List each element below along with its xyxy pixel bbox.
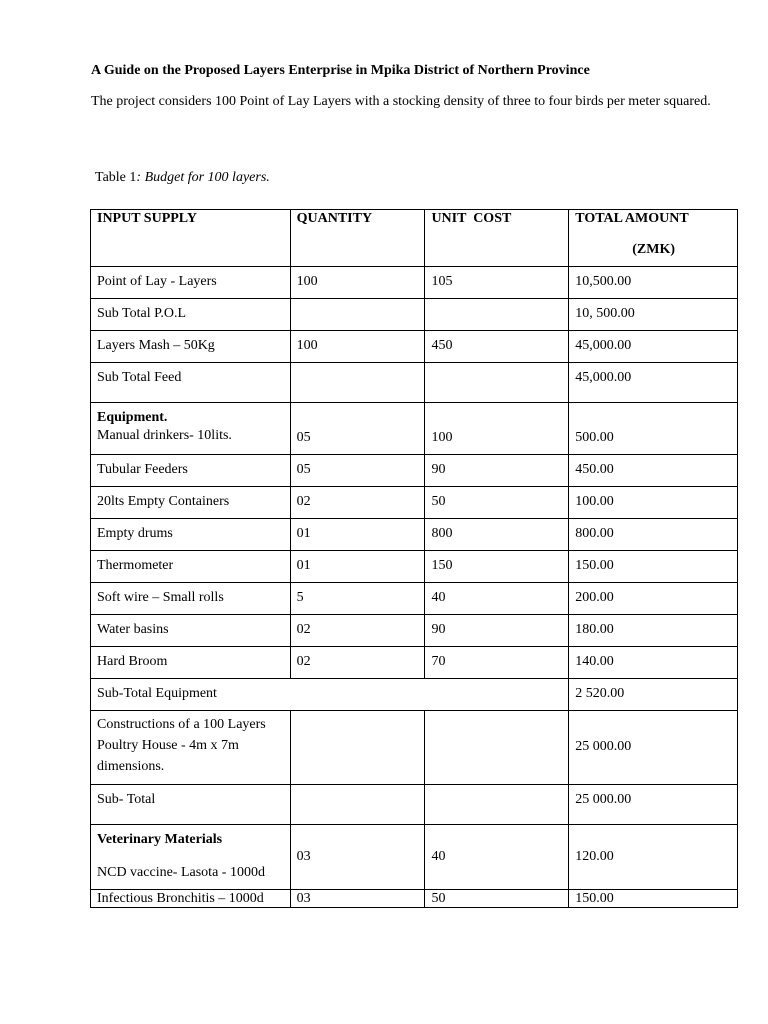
quantity-cell: 03 — [290, 825, 425, 890]
total-cell: 45,000.00 — [569, 331, 738, 363]
header-quantity: QUANTITY — [290, 210, 425, 267]
unit-cost-cell: 50 — [425, 890, 569, 908]
total-cell: 140.00 — [569, 647, 738, 679]
item-cell: Layers Mash – 50Kg — [91, 331, 291, 363]
budget-table — [90, 209, 738, 908]
quantity-cell: 03 — [290, 890, 425, 908]
document-heading: A Guide on the Proposed Layers Enterprise in Mpika District of Northern Province — [91, 63, 590, 78]
table-row — [91, 519, 738, 551]
total-cell: 150.00 — [569, 551, 738, 583]
item-cell: Equipment. Manual drinkers- 10lits. — [91, 403, 291, 455]
item-cell: Water basins — [91, 615, 291, 647]
quantity-cell: 01 — [290, 551, 425, 583]
quantity-cell: 5 — [290, 583, 425, 615]
total-cell: 100.00 — [569, 487, 738, 519]
table-row — [91, 267, 738, 299]
table-row — [91, 487, 738, 519]
unit-cost-cell: 450 — [425, 331, 569, 363]
total-cell: 25 000.00 — [569, 785, 738, 825]
unit-cost-cell: 100 — [425, 403, 569, 455]
quantity-cell: 02 — [290, 647, 425, 679]
total-cell: 120.00 — [569, 825, 738, 890]
unit-cost-cell: 70 — [425, 647, 569, 679]
total-cell: 500.00 — [569, 403, 738, 455]
total-cell: 10, 500.00 — [569, 299, 738, 331]
table-row — [91, 551, 738, 583]
total-cell: 180.00 — [569, 615, 738, 647]
total-cell: 150.00 — [569, 890, 738, 908]
item-cell: Sub Total P.O.L — [91, 299, 291, 331]
header-unit-cost: UNIT COST — [425, 210, 569, 267]
unit-cost-cell: 90 — [425, 455, 569, 487]
unit-cost-cell: 105 — [425, 267, 569, 299]
subtotal-row — [91, 299, 738, 331]
unit-cost-cell: 90 — [425, 615, 569, 647]
total-cell: 800.00 — [569, 519, 738, 551]
table-row — [91, 711, 738, 785]
table-row — [91, 890, 738, 908]
item-cell: Sub- Total — [91, 785, 291, 825]
quantity-cell: 02 — [290, 487, 425, 519]
unit-cost-cell: 40 — [425, 825, 569, 890]
table-header-row — [91, 210, 738, 267]
header-total-amount: TOTAL AMOUNT (ZMK) — [569, 210, 738, 267]
subtotal-row — [91, 363, 738, 403]
quantity-cell: 01 — [290, 519, 425, 551]
table-row — [91, 403, 738, 455]
total-cell: 45,000.00 — [569, 363, 738, 403]
table-row — [91, 331, 738, 363]
subtotal-row — [91, 785, 738, 825]
caption-label: Table 1 — [95, 170, 137, 185]
header-input-supply: INPUT SUPPLY — [91, 210, 291, 267]
quantity-cell: 05 — [290, 403, 425, 455]
table-row — [91, 615, 738, 647]
table-row — [91, 455, 738, 487]
table-row — [91, 583, 738, 615]
header-currency: (ZMK) — [632, 242, 675, 257]
quantity-cell: 05 — [290, 455, 425, 487]
unit-cost-cell: 150 — [425, 551, 569, 583]
section-heading: Equipment. — [97, 410, 168, 425]
unit-cost-cell: 50 — [425, 487, 569, 519]
table-row — [91, 647, 738, 679]
unit-cost-cell: 40 — [425, 583, 569, 615]
item-cell: Empty drums — [91, 519, 291, 551]
total-cell: 450.00 — [569, 455, 738, 487]
item-cell: Soft wire – Small rolls — [91, 583, 291, 615]
total-cell: 25 000.00 — [569, 711, 738, 785]
item-cell: Tubular Feeders — [91, 455, 291, 487]
quantity-cell: 100 — [290, 331, 425, 363]
item-cell: Point of Lay - Layers — [91, 267, 291, 299]
item-cell: 20lts Empty Containers — [91, 487, 291, 519]
table-row — [91, 825, 738, 890]
item-cell: Hard Broom — [91, 647, 291, 679]
quantity-cell: 02 — [290, 615, 425, 647]
item-cell: Constructions of a 100 Layers Poultry House - 4m x 7m dimensions. — [91, 711, 291, 785]
total-cell: 200.00 — [569, 583, 738, 615]
total-cell: 10,500.00 — [569, 267, 738, 299]
subtotal-row — [91, 679, 738, 711]
section-heading: Veterinary Materials — [97, 832, 223, 847]
table-caption — [95, 170, 270, 186]
item-cell: Sub Total Feed — [91, 363, 291, 403]
quantity-cell: 100 — [290, 267, 425, 299]
caption-description: : Budget for 100 layers. — [136, 170, 270, 185]
item-cell: Veterinary Materials NCD vaccine- Lasota - 1000d — [91, 825, 291, 890]
item-cell: Infectious Bronchitis – 1000d — [91, 890, 291, 908]
item-cell: Thermometer — [91, 551, 291, 583]
unit-cost-cell: 800 — [425, 519, 569, 551]
intro-paragraph: The project considers 100 Point of Lay Layers with a stocking density of three to four birds per meter squared. — [91, 94, 711, 109]
item-cell: Sub-Total Equipment — [91, 679, 569, 711]
total-cell: 2 520.00 — [569, 679, 738, 711]
